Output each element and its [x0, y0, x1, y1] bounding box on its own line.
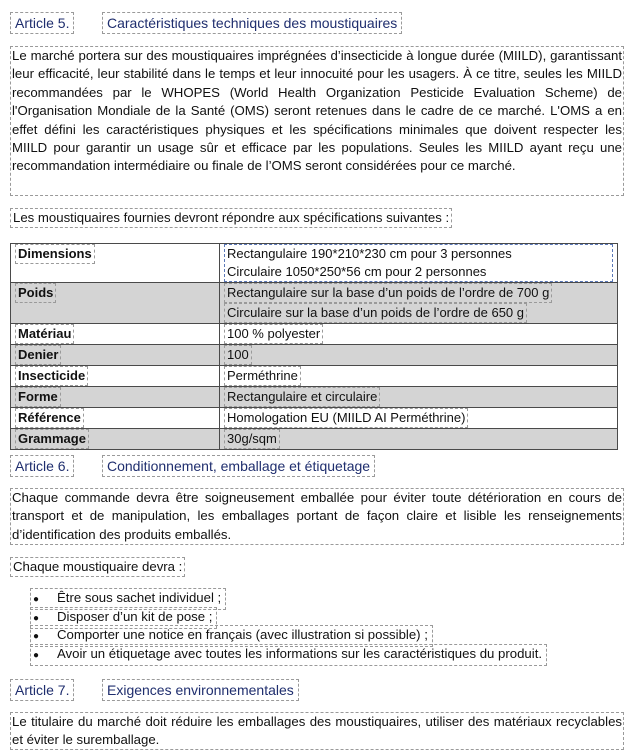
list-item: ● Être sous sachet individuel ; — [30, 588, 547, 607]
list-item-text: Comporter une notice en français (avec illustration si possible) ; — [57, 627, 428, 642]
table-row — [11, 244, 618, 283]
table-row — [11, 429, 618, 450]
table-row — [11, 345, 618, 366]
spec-label-reference: Référence — [15, 408, 84, 428]
list-item-text: Être sous sachet individuel ; — [57, 590, 222, 605]
article-5-number: Article 5. — [10, 12, 74, 34]
spec-value-denier: 100 — [224, 345, 252, 365]
article-6-title: Conditionnement, emballage et étiquetage — [102, 455, 375, 477]
spec-label-denier: Denier — [15, 345, 61, 365]
article-5-paragraph: Le marché portera sur des moustiquaires imprégnées d’insecticide à longue durée (MIILD), garantissant leur efficacité, leur stabilité dans le temps et leur innocuité pour les usagers. À ce titre, seules les MIILD recommandées par le WHOPES (World Health Organization Pesticide Evaluation Scheme) de l'Organisation Mondiale de la Santé (OMS) seront retenues dans le cadre de ce marché. L'OMS a en effet défini les caractéristiques physiques et les spécifications minimales que doivent respecter les MIILD pour garantir un usage sûr et efficace par les populations. Seules les MIILD ayant reçu une recommandation intermédiaire ou finale de l’OMS seront considérées pour ce marché. — [10, 46, 624, 196]
spec-label-insecticide: Insecticide — [15, 366, 88, 386]
spec-label-poids: Poids — [15, 283, 56, 303]
table-row — [11, 408, 618, 429]
list-item-text: Avoir un étiquetage avec toutes les informations sur les caractéristiques du produit. — [57, 645, 543, 661]
table-row — [11, 366, 618, 387]
spec-intro: Les moustiquaires fournies devront répondre aux spécifications suivantes : — [10, 208, 452, 228]
spec-table — [10, 243, 618, 450]
article-5-title: Caractéristiques techniques des moustiquaires — [102, 12, 402, 34]
spec-value-insecticide: Perméthrine — [224, 366, 301, 386]
table-row — [11, 283, 618, 324]
article-7-title: Exigences environnementales — [102, 679, 299, 701]
spec-label-grammage: Grammage — [15, 429, 89, 449]
spec-value-dimensions-2: Circulaire 1050*250*56 cm pour 2 personnes — [227, 264, 487, 279]
table-row — [11, 387, 618, 408]
spec-value-grammage: 30g/sqm — [224, 429, 280, 449]
table-row — [11, 324, 618, 345]
spec-label-materiau: Matériau — [15, 324, 74, 344]
list-item: ● Disposer d’un kit de pose ; — [30, 607, 547, 626]
spec-label-dimensions: Dimensions — [15, 244, 95, 264]
spec-value-forme: Rectangulaire et circulaire — [224, 387, 380, 407]
spec-value-reference: Homologation EU (MIILD AI Perméthrine) — [224, 408, 468, 428]
packaging-intro: Chaque moustiquaire devra : — [10, 557, 185, 577]
spec-value-poids-2: Circulaire sur la base d’un poids de l’ordre de 650 g — [224, 303, 527, 323]
article-7-paragraph: Le titulaire du marché doit réduire les emballages des moustiquaires, utiliser des matériaux recyclables et éviter le suremballage. — [10, 712, 624, 750]
article-6-paragraph: Chaque commande devra être soigneusement emballée pour éviter toute détérioration en cours de transport et de manipulation, les emballages portant de façon claire et lisible les renseignements d’identification des produits emballés. — [10, 488, 624, 545]
spec-value-materiau: 100 % polyester — [224, 324, 323, 344]
article-6-number: Article 6. — [10, 455, 74, 477]
packaging-requirements-list — [30, 588, 547, 662]
list-item: ● Avoir un étiquetage avec toutes les informations sur les caractéristiques du produit. — [30, 644, 547, 663]
article-7-number: Article 7. — [10, 679, 74, 701]
list-item-text: Disposer d’un kit de pose ; — [57, 608, 213, 624]
spec-value-dimensions-1: Rectangulaire 190*210*230 cm pour 3 personnes — [227, 246, 512, 261]
list-item: ● Comporter une notice en français (avec illustration si possible) ; — [30, 625, 547, 644]
spec-label-forme: Forme — [15, 387, 61, 407]
spec-value-poids-1: Rectangulaire sur la base d’un poids de l’ordre de 700 g — [224, 283, 552, 303]
